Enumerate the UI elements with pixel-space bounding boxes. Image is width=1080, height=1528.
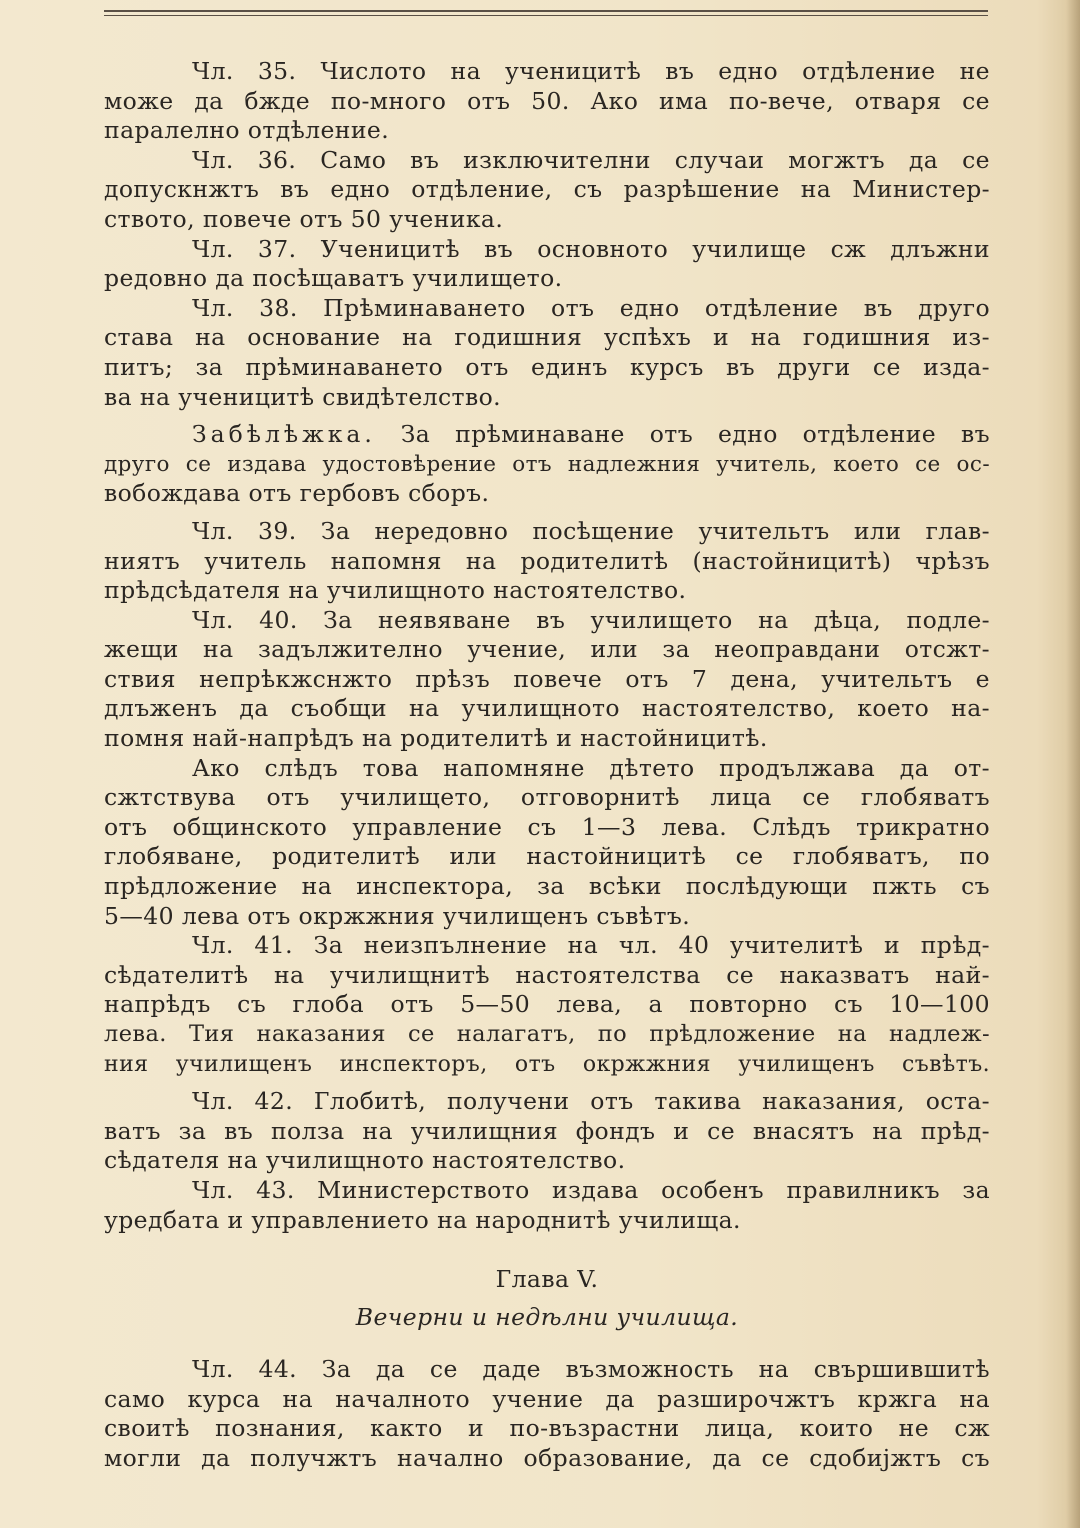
art40b-line-5: прѣдложение на инспектора, за всѣки послѣдующи пжть съ <box>104 872 990 901</box>
chapter-subtitle: Вечерни и недѣлни училища. <box>355 1303 739 1332</box>
header-rule <box>104 10 988 16</box>
art44-line-3: своитѣ познания, както и по-възрастни лица, които не сж <box>104 1414 990 1443</box>
art40-line-3: ствия непрѣкжснжто прѣзъ повече отъ 7 дена, учительтъ е <box>104 664 990 693</box>
art43-line-1: Чл. 43. Министерството издава особенъ правилникъ за <box>192 1175 990 1204</box>
art40b-line-1: Ако слѣдъ това напомняне дѣтето продължава да от- <box>192 753 990 782</box>
note38-line-3: вобождава отъ гербовъ сборъ. <box>104 479 490 508</box>
art38-line-2: става на основание на годишния успѣхъ и на годишния из- <box>104 323 990 352</box>
art42-line-1: Чл. 42. Глобитѣ, получени отъ такива наказания, оста- <box>192 1087 990 1116</box>
note38-line-1 <box>104 420 990 450</box>
art41-line-1: Чл. 41. За неизпълнение на чл. 40 учителитѣ и прѣд- <box>192 931 990 960</box>
art39-line-1: Чл. 39. За нередовно посѣщение учительтъ или глав- <box>192 516 990 545</box>
note38-line-1-text: За прѣминаване отъ едно отдѣление въ <box>375 420 990 449</box>
art37-line-2: редовно да посѣщаватъ училището. <box>104 264 563 293</box>
art39-line-2: ниятъ учитель напомня на родителитѣ (настойницитѣ) чрѣзъ <box>104 546 990 575</box>
art40b-line-4: глобяване, родителитѣ или настойницитѣ се глобяватъ, по <box>104 842 990 871</box>
art44-line-1: Чл. 44. За да се даде възможность на свършившитѣ <box>192 1355 990 1384</box>
art42-line-2: ватъ за въ полза на училищния фондъ и се внасятъ на прѣд- <box>104 1116 990 1145</box>
art43-line-2: уредбата и управлението на народнитѣ училища. <box>104 1205 741 1234</box>
art41-line-2: сѣдателитѣ на училищнитѣ настоятелства се наказватъ най- <box>104 960 990 989</box>
page-edge-shadow <box>1066 0 1080 1528</box>
art44-line-4: могли да получжтъ начално образование, да се сдобиjжтъ съ <box>104 1443 990 1472</box>
art40-line-2: жещи на задължително учение, или за неоправдани отсжт- <box>104 635 990 664</box>
body-text <box>104 57 990 1474</box>
chapter-title: Глава V. <box>495 1265 599 1294</box>
art36-line-1: Чл. 36. Само въ изключителни случаи могжтъ да се <box>192 145 990 174</box>
art36-line-3: ството, повече отъ 50 ученика. <box>104 204 504 233</box>
art42-line-3: сѣдателя на училищното настоятелство. <box>104 1146 626 1175</box>
art39-line-3: прѣдсѣдателя на училищното настоятелство. <box>104 576 687 605</box>
art40b-line-2: сжтствува отъ училището, отговорнитѣ лица се глобяватъ <box>104 783 990 812</box>
art40-line-4: длъженъ да съобщи на училищното настоятелство, което на- <box>104 694 990 723</box>
art35-line-1: Чл. 35. Числото на ученицитѣ въ едно отдѣление не <box>192 57 990 85</box>
art36-line-2: допускнжтъ въ едно отдѣление, съ разрѣшение на Министер- <box>104 175 990 204</box>
art41-line-4: лева. Тия наказания се налагатъ, по прѣдложение на надлеж- <box>104 1021 990 1047</box>
art38-line-4: ва на ученицитѣ свидѣтелство. <box>104 382 502 411</box>
art35-line-3: паралелно отдѣление. <box>104 116 390 145</box>
art40-line-5: помня най-напрѣдъ на родителитѣ и настойницитѣ. <box>104 724 768 753</box>
art41-line-5: ния училищенъ инспекторъ, отъ окржжния училищенъ съвѣтъ. <box>104 1051 990 1077</box>
art40-line-1: Чл. 40. За неявяване въ училището на дѣца, подле- <box>192 605 990 634</box>
art40b-line-6: 5—40 лева отъ окржжния училищенъ съвѣтъ. <box>104 901 691 930</box>
art35-line-2: може да бжде по-много отъ 50. Ако има по-вече, отваря се <box>104 86 990 115</box>
art40b-line-3: отъ общинското управление съ 1—3 лева. Слѣдъ трикратно <box>104 812 990 841</box>
art38-line-3: питъ; за прѣминаването отъ единъ курсъ въ други се изда- <box>104 352 990 381</box>
art44-line-2: само курса на началното учение да разширочжтъ кржга на <box>104 1384 990 1413</box>
art37-line-1: Чл. 37. Ученицитѣ въ основното училище сж длъжни <box>192 234 990 263</box>
art41-line-3: напрѣдъ съ глоба отъ 5—50 лева, а повторно съ 10—100 <box>104 990 990 1019</box>
note-label: Забѣлѣжка. <box>192 420 376 449</box>
art38-line-1: Чл. 38. Прѣминаването отъ едно отдѣление въ друго <box>192 293 990 322</box>
note38-line-2: друго се издава удостовѣрение отъ надлежния учитель, което се ос- <box>104 451 990 477</box>
